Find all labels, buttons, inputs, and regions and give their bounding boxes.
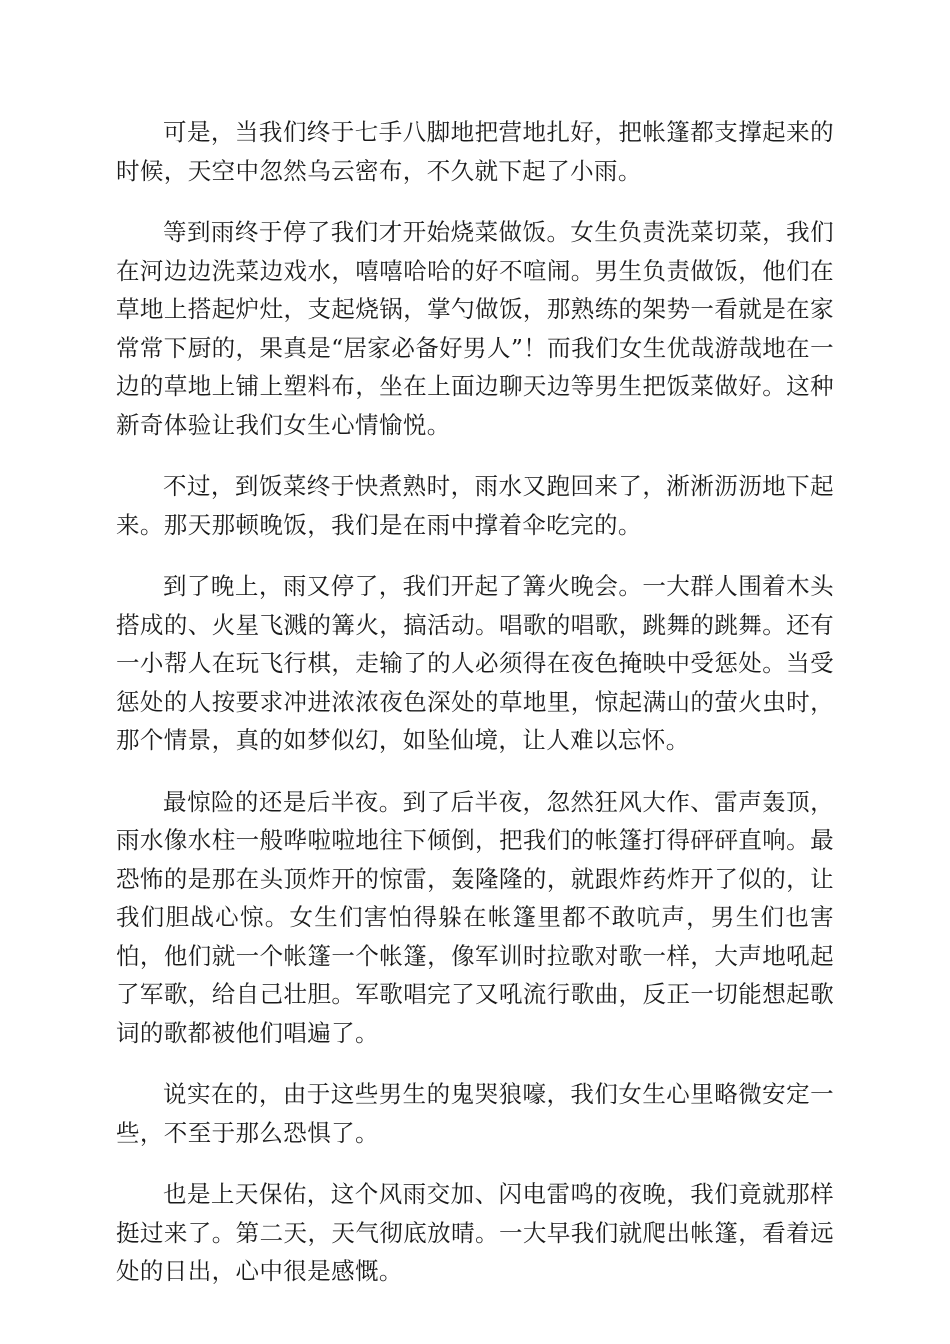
paragraph-2: 等到雨终于停了我们才开始烧菜做饭。女生负责洗菜切菜，我们在河边边洗菜边戏水，嘻嘻哈哈的好不喧闹。男生负责做饭，他们在草地上搭起炉灶，支起烧锅，掌勺做饭，那熟练的架势一看就是在家常常下厨的，果真是“居家必备好男人”！而我们女生优哉游哉地在一边的草地上铺上塑料布，坐在上面边聊天边等男生把饭菜做好。这种新奇体验让我们女生心情愉悦。 bbox=[116, 218, 834, 439]
paragraph-5: 最惊险的还是后半夜。到了后半夜，忽然狂风大作、雷声轰顶，雨水像水柱一般哗啦啦地往下倾倒，把我们的帐篷打得砰砰直响。最恐怖的是那在头顶炸开的惊雷，轰隆隆的，就跟炸药炸开了似的，让我们胆战心惊。女生们害怕得躲在帐篷里都不敢吭声，男生们也害怕，他们就一个帐篷一个帐篷，像军训时拉歌对歌一样，大声地吼起了军歌，给自己壮胆。军歌唱完了又吼流行歌曲，反正一切能想起歌词的歌都被他们唱遍了。 bbox=[116, 787, 834, 1047]
paragraph-1: 可是，当我们终于七手八脚地把营地扎好，把帐篷都支撑起来的时候，天空中忽然乌云密布，不久就下起了小雨。 bbox=[116, 118, 834, 185]
paragraph-7: 也是上天保佑，这个风雨交加、闪电雷鸣的夜晚，我们竟就那样挺过来了。第二天，天气彻底放晴。一大早我们就爬出帐篷，看着远处的日出，心中很是感慨。 bbox=[116, 1180, 834, 1285]
paragraph-4: 到了晚上，雨又停了，我们开起了篝火晚会。一大群人围着木头搭成的、火星飞溅的篝火，搞活动。唱歌的唱歌，跳舞的跳舞。还有一小帮人在玩飞行棋，走输了的人必须得在夜色掩映中受惩处。当受惩处的人按要求冲进浓浓夜色深处的草地里，惊起满山的萤火虫时，那个情景，真的如梦似幻，如坠仙境，让人难以忘怀。 bbox=[116, 572, 834, 754]
document-body bbox=[116, 113, 834, 1314]
paragraph-6: 说实在的，由于这些男生的鬼哭狼嚎，我们女生心里略微安定一些，不至于那么恐惧了。 bbox=[116, 1080, 834, 1147]
paragraph-3: 不过，到饭菜终于快煮熟时，雨水又跑回来了，淅淅沥沥地下起来。那天那顿晚饭，我们是在雨中撑着伞吃完的。 bbox=[116, 472, 834, 539]
